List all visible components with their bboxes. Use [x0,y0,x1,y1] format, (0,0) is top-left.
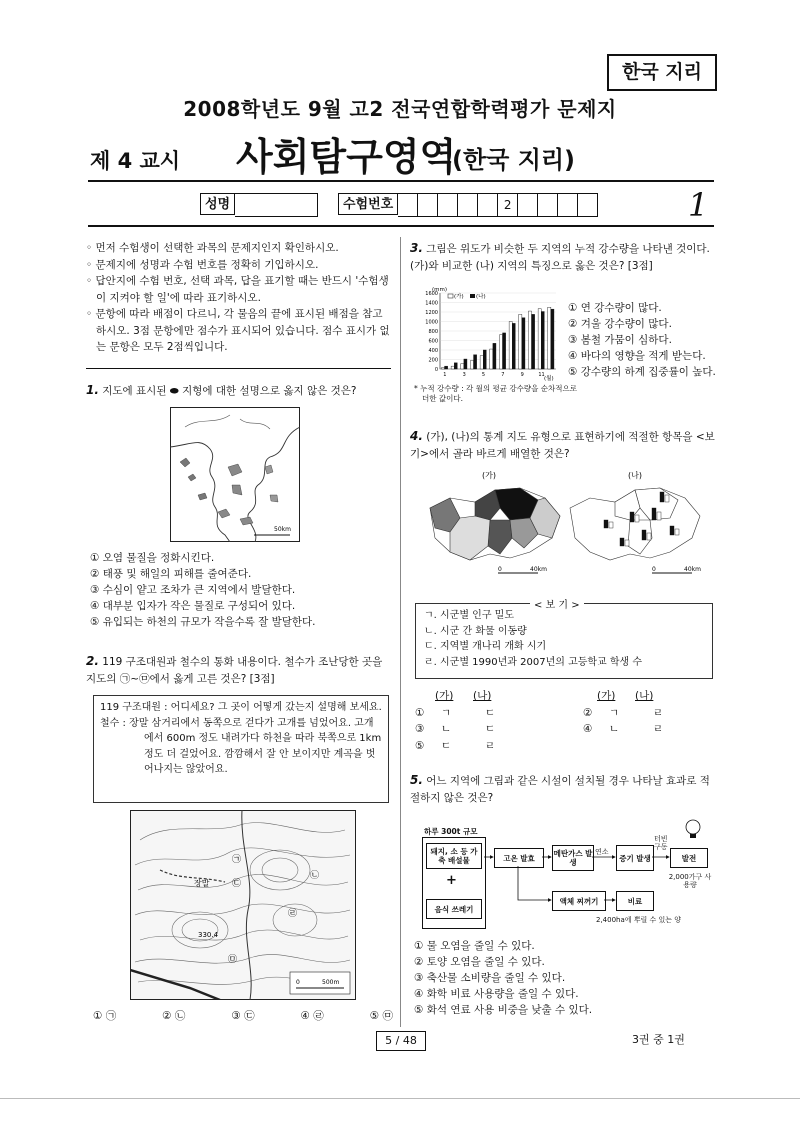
q4-map-na-label: (나) [628,471,642,480]
q4-header-ga: (가) [435,690,454,702]
footer-page-box: 5 / 48 [376,1031,426,1051]
notice-list [86,240,391,356]
chart-bar-na [503,333,506,369]
q2-speaker: 119 구조대원 : [100,702,168,713]
exam-no-cell[interactable] [558,193,578,217]
q4-bogi-item: ㄱ. 시군별 인구 밀도 [424,610,514,621]
q1-text: 지도에 표시된 ⬬ 지형에 대한 설명으로 옳지 않은 것은? [102,385,357,397]
q3-choices [568,300,718,380]
name-label: 성명 [200,193,235,215]
q3-choice[interactable]: ③ 봄철 가뭄이 심하다. [568,334,672,346]
column-divider [400,237,401,1027]
subject-box: 한국 지리 [607,54,717,91]
chart-bar-na [454,363,457,369]
q2-label-c: ㉢ [232,879,242,889]
q2-dialog-line [100,716,382,778]
footer-page: 5 [385,1034,393,1047]
main-title: 사회탐구영역 [236,135,457,179]
chart-bar-na [445,366,448,369]
chart-bar-ga [548,307,551,369]
q1-stem [86,382,391,400]
q4-header-na: (나) [635,690,654,702]
q2-label-e: ㉤ [228,955,238,965]
q2-dialog-line [100,700,382,716]
exam-no-cell[interactable] [518,193,538,217]
chart-xtick-label: 9 [520,372,524,378]
q1-choice[interactable]: ① 오염 물질을 정화시킨다. [90,552,215,564]
q1-choice[interactable]: ④ 대부분 입자가 작은 물질로 구성되어 있다. [90,600,296,612]
chart-bar-ga [480,356,483,369]
q4-bogi-box [415,603,713,679]
legend-label-ga: (가) [454,294,464,300]
q5-text: 어느 지역에 그림과 같은 시설이 설치될 경우 나타날 효과로 적절하지 않은 것은? [410,775,710,804]
chart-bar-na [551,309,554,369]
flow-arrows [418,815,718,930]
exam-title: 2008학년도 9월 고2 전국연합학력평가 문제지 [183,97,617,121]
q2-label-a: ㉠ [232,855,242,865]
footer-volume: 3권 중 1권 [632,1033,685,1046]
q1-scale: 50km [274,526,291,533]
chart-bar-na [493,343,496,369]
chart-xlabel: (월) [544,376,554,382]
legend-label-na: (나) [476,294,486,300]
notice-item: ◦ 문제지에 성명과 수험 번호를 정확히 기입하시오. [86,258,319,271]
q2-label-d: ㉣ [288,909,298,919]
footer-rule [0,1098,800,1099]
chart-bar-na [522,318,525,369]
q2-choice[interactable]: ③ ㉢ [231,1010,255,1022]
chart-bar-ga [528,311,531,369]
chart-xtick-label: 11 [538,372,545,378]
q1-choices [90,550,390,630]
flow-turbine: 터빈 구동 [654,835,668,851]
svg-text:0: 0 [296,979,300,986]
chart-ytick-label: 1200 [425,310,438,316]
chart-bar-ga [499,335,502,369]
chart-xtick-label: 3 [462,372,466,378]
q5-choice[interactable]: ⑤ 화석 연료 사용 비중을 낮출 수 있다. [414,1004,593,1016]
chart-bar-ga [470,360,473,369]
q4-choice-na: ㄷ [485,723,496,735]
q4-number: 4. [410,429,423,443]
exam-no-label: 수험번호 [338,193,398,215]
exam-no-cell[interactable] [578,193,598,217]
flow-households: 2,000가구 사용량 [668,873,712,889]
q4-choice-num[interactable]: ② [583,706,593,719]
period-label: 제 4 교시 [90,149,181,173]
flow-ferment: 고온 발효 [494,848,544,868]
chart-bar-na [474,355,477,369]
q2-height-label: 330.4 [198,931,219,939]
q4-choice-na: ㄹ [485,739,496,752]
header-rule-bottom [88,225,714,227]
chart-xtick-label: 1 [443,372,447,378]
exam-no-cell[interactable] [478,193,498,217]
flow-steam: 증기 발생 [616,845,654,871]
header-rule [88,180,714,182]
q2-choice[interactable]: ④ ㉣ [300,1010,324,1022]
q4-text: (가), (나)의 통계 지도 유형으로 표현하기에 적절한 항목을 <보기>에서 골라 바르게 배열한 것은? [410,431,715,460]
exam-no-cell[interactable] [538,193,558,217]
chart-bar-ga [490,349,493,369]
q4-map-ga-label: (가) [482,471,496,480]
q2-line: 어디세요? 그 곳이 어떻게 갔는지 설명해 보세요. [170,702,382,713]
flow-plus: + [446,873,457,888]
exam-no-cell[interactable] [438,193,458,217]
notice-rule [86,368,391,369]
q4-choice-na: ㄹ [653,706,664,719]
q4-scale-na: 40km [684,566,701,573]
q5-choice[interactable]: ② 토양 오염을 줄일 수 있다. [414,956,545,968]
q4-choice-num[interactable]: ③ [415,723,425,735]
q4-bogi-item: ㄹ. 시군별 1990년과 2007년의 고등학교 학생 수 [424,656,643,668]
q5-choice[interactable]: ④ 화학 비료 사용량을 줄일 수 있다. [414,988,579,1000]
q2-stem [86,653,391,688]
chart-bar-na [512,323,515,369]
q4-stem [410,428,715,463]
q3-number: 3. [410,241,423,255]
q2-choice[interactable]: ② ㉡ [162,1010,186,1022]
chart-bar-na [483,350,486,369]
q2-topo-map [130,810,356,1000]
q4-choice-na: ㄷ [485,706,496,719]
q4-header-na: (나) [473,690,492,702]
q4-choice-na: ㄹ [653,723,664,735]
flow-daily: 하루 300t 규모 [424,826,478,836]
chart-ytick-label: 1400 [425,300,438,307]
page-number: 1 [688,186,709,224]
q2-choices [93,1008,393,1023]
svg-text:0: 0 [498,566,502,573]
chart-ytick-label: 800 [428,329,438,335]
name-field[interactable] [235,193,318,217]
lightbulb-icon [686,820,700,834]
q2-number: 2. [86,654,99,668]
flow-livestock: 돼지, 소 등 가축 배설물 [426,843,482,869]
flow-power: 발전 [670,848,708,868]
q5-choice[interactable]: ① 물 오염을 줄일 수 있다. [414,940,535,952]
q3-text: 그림은 위도가 비슷한 두 지역의 누적 강수량을 나타낸 것이다. (가)와 비교한 (나) 지역의 특징으로 옳은 것은? [3점] [410,243,710,272]
q3-choice[interactable]: ④ 바다의 영향을 적게 받는다. [568,350,706,362]
chart-bar-ga [519,314,522,369]
q5-number: 5. [410,773,423,787]
chart-bar-ga [451,366,454,369]
q4-choice-ga: ㄴ [441,723,452,735]
footer-total: 48 [402,1034,417,1047]
q4-maps [420,468,710,586]
q2-choice[interactable]: ① ㉠ [93,1010,117,1022]
chart-bar-na [532,314,535,369]
q2-line: 장말 삼거리에서 동쪽으로 걷다가 고개를 넘었어요. 고개에서 600m 정도 내려가다 하천을 따라 북쪽으로 1km 정도 더 걸었어요. 깜깜해서 잘 안 보이지만 계곡을 벗어나지는 않았어요. [129,717,382,775]
q2-dialog-box [93,695,389,803]
flow-methane: 메탄가스 발생 [552,845,594,871]
flow-area: 2,400ha에 뿌릴 수 있는 양 [596,916,681,924]
chart-ytick-label: 400 [428,348,438,354]
q4-bogi-title: < 보 기 > [530,596,584,611]
q4-header-ga: (가) [597,690,616,702]
q4-choice-ga: ㄱ [441,706,452,719]
q4-choice-ga: ㄴ [609,723,620,735]
q3-choice[interactable]: ① 연 강수량이 많다. [568,302,662,314]
q4-choice-ga: ㄷ [441,739,452,752]
q3-chart [410,283,562,383]
q3-choice[interactable]: ② 겨울 강수량이 많다. [568,318,672,330]
q3-note: * 누적 강수량 : 각 월의 평균 강수량을 순차적으로 더한 값이다. [414,384,578,403]
chart-bar-ga [461,364,464,369]
q5-flow-diagram [418,815,718,930]
chart-ytick-label: 600 [428,338,438,345]
q2-place-label: 장말 [194,879,210,888]
q4-choice-num[interactable]: ④ [583,723,593,735]
chart-ytick-label: 1600 [425,291,438,297]
chart-bar-na [464,359,467,369]
flow-liquid: 액체 찌꺼기 [552,891,606,911]
notice-item: ◦ 답안지에 수험 번호, 선택 과목, 답을 표기할 때는 반드시 '수험생이 지켜야 할 일'에 따라 표기하시오. [86,275,389,304]
chart-bar-na [541,312,544,369]
q1-choice[interactable]: ③ 수심이 얕고 조차가 큰 지역에서 발달한다. [90,584,296,596]
chart-ytick-label: 200 [428,357,438,364]
q4-scale-ga: 40km [530,566,547,573]
exam-no-row [338,193,598,215]
q2-choice[interactable]: ⑤ ㉤ [369,1010,393,1022]
q1-map [170,407,300,542]
lightbulb-base [690,834,696,838]
q2-speaker: 철수 : [100,717,126,729]
exam-no-cell[interactable] [418,193,438,217]
chart-xtick-label: 7 [501,372,505,378]
q3-choice[interactable]: ⑤ 강수량의 하계 집중률이 높다. [568,366,716,378]
q4-choice-ga: ㄱ [609,706,620,719]
flow-fuel: 연소 [595,848,609,856]
q1-number: 1. [86,383,99,397]
exam-no-cell[interactable]: 2 [498,193,518,217]
chart-bar-ga [509,322,512,370]
q5-choices [414,938,714,1018]
chart-bar-ga [538,309,541,369]
q5-choice[interactable]: ③ 축산물 소비량을 줄일 수 있다. [414,972,566,984]
q4-choice-num[interactable]: ⑤ [415,739,425,752]
q2-scale: 500m [322,979,340,986]
q2-label-b: ㉡ [310,871,320,881]
q4-bogi-item: ㄷ. 지역별 개나리 개화 시기 [424,641,547,652]
chart-ytick-label: 1000 [425,319,438,326]
flow-fertilizer: 비료 [616,891,654,911]
chart-ytick-label: 0 [434,367,438,373]
q5-stem [410,772,715,807]
chart-xtick-label: 5 [481,372,486,378]
svg-text:0: 0 [652,566,656,573]
exam-no-cell[interactable] [398,193,418,217]
legend-swatch-ga [448,294,453,298]
legend-swatch-na [470,294,475,298]
chart-bar-ga [441,368,444,369]
q1-choice[interactable]: ⑤ 유입되는 하천의 규모가 작을수록 잘 발달한다. [90,616,316,628]
notice-item: ◦ 먼저 수험생이 선택한 과목의 문제지인지 확인하시오. [86,242,339,254]
q1-choice[interactable]: ② 태풍 및 해일의 피해를 줄여준다. [90,568,252,580]
q4-choices [415,688,715,754]
notice-item: ◦ 문항에 따라 배점이 다르니, 각 물음의 끝에 표시된 배점을 참고하시오. 3점 문항에만 점수가 표시되어 있습니다. 점수 표시가 없는 문항은 모두 2점씩입니다. [86,308,390,353]
q3-stem [410,240,715,275]
chart-ylabel: (mm) [432,287,448,293]
q2-text: 119 구조대원과 철수의 통화 내용이다. 철수가 조난당한 곳을 지도의 ㉠~㉤에서 옳게 고른 것은? [3점] [86,656,383,685]
flow-food: 음식 쓰레기 [426,899,482,919]
q4-bogi-item: ㄴ. 시군 간 화물 이동량 [424,625,527,637]
sub-title: (한국 지리) [452,146,576,174]
name-row [200,193,318,215]
q4-choice-num[interactable]: ① [415,706,425,719]
exam-no-cell[interactable] [458,193,478,217]
